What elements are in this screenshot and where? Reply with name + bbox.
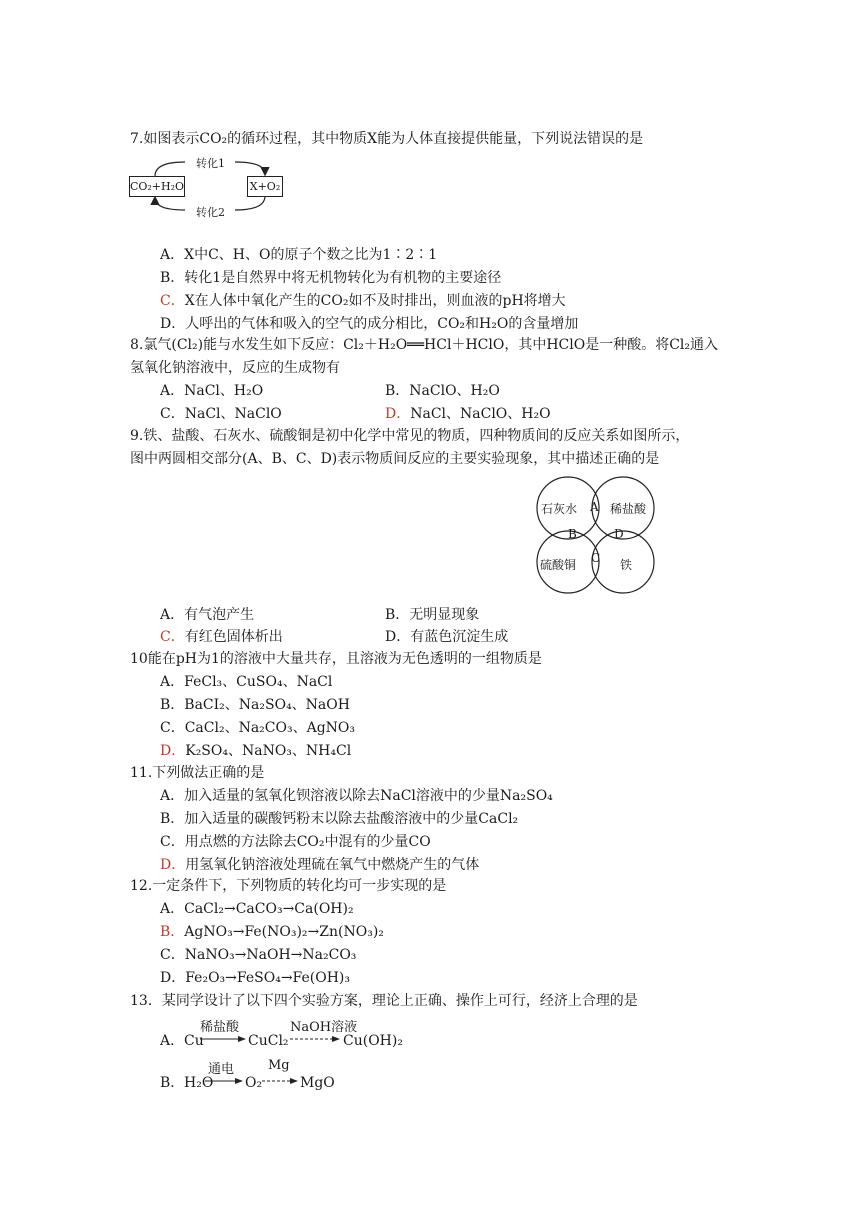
- q13-b-arrow-1: [205, 1076, 245, 1086]
- q11-option-b: B．加入适量的碳酸钙粉末以除去盐酸溶液中的少量CaCl₂: [160, 811, 519, 827]
- q9-stem-1: 9.铁、盐酸、石灰水、硫酸铜是初中化学中常见的物质，四种物质间的反应关系如图所示，: [130, 428, 690, 444]
- venn-region-c: C: [591, 551, 601, 565]
- q7-option-c: C．X在人体中氧化产生的CO₂如不及时排出，则血液的pH将增大: [160, 293, 566, 309]
- venn-iron: 铁: [620, 558, 633, 572]
- top-transform-label: 转化1: [196, 157, 225, 170]
- q11-option-d: D．用氢氧化钠溶液处理硫在氧气中燃烧产生的气体: [160, 857, 480, 873]
- q8-option-c: C．NaCl、NaClO: [160, 406, 282, 422]
- bottom-transform-label: 转化2: [196, 206, 225, 219]
- q12-option-d: D．Fe₂O₃→FeSO₄→Fe(OH)₃: [160, 970, 351, 986]
- q13-b-reagent-2: Mg: [268, 1058, 290, 1073]
- q7-option-d: D．人呼出的气体和吸入的空气的成分相比，CO₂和H₂O的含量增加: [160, 316, 579, 332]
- q13-option-b-label: B．: [160, 1075, 185, 1091]
- q8-stem-2: 氢氧化钠溶液中，反应的生成物有: [130, 360, 340, 376]
- q10-option-d: D．K₂SO₄、NaNO₃、NH₄Cl: [160, 743, 352, 759]
- q11-stem: 11.下列做法正确的是: [130, 765, 265, 781]
- q13-a-reagent-2: NaOH溶液: [290, 1020, 358, 1035]
- q10-option-a: A．FeCl₃、CuSO₄、NaCl: [160, 674, 333, 690]
- q8-option-d: D．NaCl、NaClO、H₂O: [385, 406, 551, 422]
- q9-option-a: A．有气泡产生: [160, 607, 255, 623]
- q13-a-reagent-1: 稀盐酸: [200, 1020, 240, 1035]
- q10-option-b: B．BaCI₂、Na₂SO₄、NaOH: [160, 697, 350, 713]
- q13-a-arrow-1: [200, 1034, 248, 1044]
- q13-b-product: MgO: [300, 1075, 335, 1091]
- q8-option-a: A．NaCl、H₂O: [160, 383, 264, 399]
- venn-copper-sulfate: 硫酸铜: [540, 558, 577, 572]
- q10-stem: 10能在pH为1的溶液中大量共存，且溶液为无色透明的一组物质是: [130, 651, 542, 667]
- q13-b-intermediate: O₂: [245, 1075, 263, 1091]
- q8-stem-1: 8.氯气(Cl₂)能与水发生如下反应：Cl₂＋H₂O══HCl＋HClO，其中HClO是一种酸。将Cl₂通入: [130, 337, 718, 353]
- q9-option-b: B．无明显现象: [385, 607, 480, 623]
- q8-option-b: B．NaClO、H₂O: [385, 383, 500, 399]
- q7-option-a: A．X中C、H、O的原子个数之比为1∶2∶1: [160, 247, 438, 263]
- left-box: CO₂+H₂O: [129, 176, 185, 197]
- q12-option-a: A．CaCl₂→CaCO₃→Ca(OH)₂: [160, 901, 354, 917]
- q12-option-b: B．AgNO₃→Fe(NO₃)₂→Zn(NO₃)₂: [160, 924, 384, 940]
- q11-option-a: A．加入适量的氢氧化钡溶液以除去NaCl溶液中的少量Na₂SO₄: [160, 788, 553, 804]
- q9-option-d: D．有蓝色沉淀生成: [385, 629, 509, 645]
- q11-option-c: C．用点燃的方法除去CO₂中混有的少量CO: [160, 834, 431, 850]
- q13-stem: 13．某同学设计了以下四个实验方案，理论上正确、操作上可行，经济上合理的是: [130, 993, 638, 1009]
- q12-stem: 12.一定条件下，下列物质的转化均可一步实现的是: [130, 878, 447, 894]
- venn-limewater: 石灰水: [541, 502, 578, 516]
- q13-a-intermediate: CuCl₂: [248, 1033, 289, 1049]
- q13-b-arrow-2: [262, 1076, 300, 1086]
- q13-a-arrow-2: [290, 1034, 342, 1044]
- venn-dilute-hcl: 稀盐酸: [610, 502, 647, 516]
- reaction-venn-diagram: [534, 474, 660, 596]
- q10-option-c: C．CaCl₂、Na₂CO₃、AgNO₃: [160, 720, 356, 736]
- venn-region-b: B: [568, 527, 577, 541]
- q12-option-c: C．NaNO₃→NaOH→Na₂CO₃: [160, 947, 357, 963]
- venn-region-d: D: [614, 527, 624, 541]
- q13-option-a-label: A．: [160, 1033, 185, 1049]
- venn-region-a: A: [590, 500, 599, 514]
- q13-b-reactant: H₂O: [184, 1075, 214, 1091]
- q13-b-reagent-1: 通电: [208, 1062, 235, 1077]
- q9-option-c: C．有红色固体析出: [160, 629, 283, 645]
- q7-option-b: B．转化1是自然界中将无机物转化为有机物的主要途径: [160, 270, 502, 286]
- right-box: X+O₂: [247, 176, 283, 197]
- q13-a-product: Cu(OH)₂: [343, 1033, 403, 1049]
- q9-stem-2: 图中两圆相交部分(A、B、C、D)表示物质间反应的主要实验现象，其中描述正确的是: [130, 451, 660, 467]
- q7-stem: 7.如图表示CO₂的循环过程，其中物质X能为人体直接提供能量，下列说法错误的是: [130, 131, 644, 147]
- q13-a-reactant: Cu: [184, 1033, 204, 1049]
